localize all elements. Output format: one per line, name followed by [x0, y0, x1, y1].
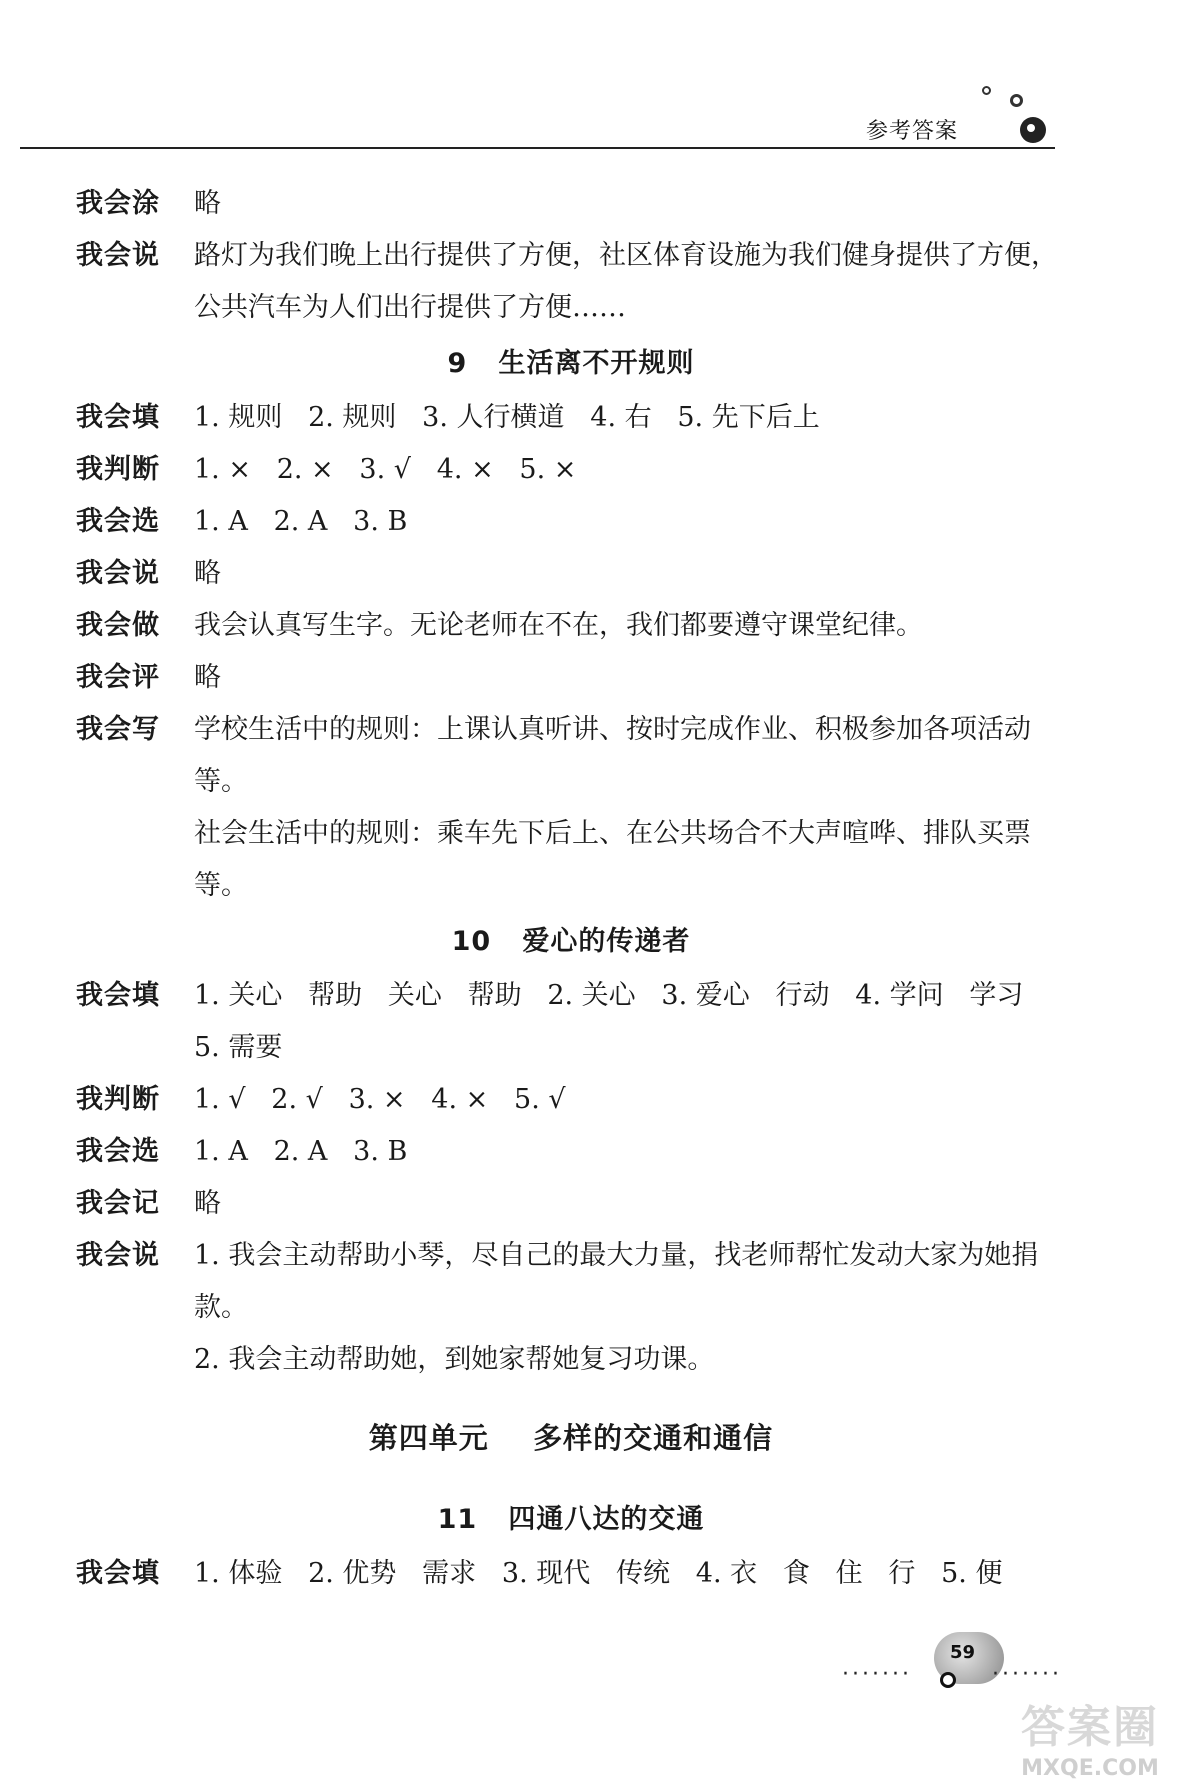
answer-row [76, 392, 1066, 444]
answer-label: 我会涂 [76, 188, 160, 219]
answer-label: 我会做 [76, 610, 160, 641]
answer-text [194, 1126, 1066, 1178]
answer-paragraph: 2. 我会主动帮助她，到她家帮她复习功课。 [194, 1344, 715, 1375]
answer-row [76, 652, 1066, 704]
answer-label: 我会填 [76, 980, 160, 1011]
answer-paragraph: 社会生活中的规则：乘车先下后上、在公共场合不大声喧哗、排队买票等。 [194, 818, 1031, 901]
answer-text [194, 392, 1066, 444]
answer-text [194, 1178, 1066, 1230]
answer-paragraph: 1. √ 2. √ 3. × 4. × 5. √ [194, 1084, 566, 1115]
answer-paragraph: 1. × 2. × 3. √ 4. × 5. × [194, 454, 577, 485]
answer-label: 我会写 [76, 714, 160, 745]
footer-dots-left: ······· [842, 1662, 912, 1687]
answer-text [194, 444, 1066, 496]
answer-row [76, 1548, 1066, 1600]
answer-label: 我会填 [76, 1558, 160, 1589]
answer-paragraph: 略 [194, 558, 221, 589]
footer-dots-right: ······· [992, 1662, 1062, 1687]
answer-content [76, 178, 1066, 1600]
answer-row [76, 1126, 1066, 1178]
answer-paragraph: 1. 体验 2. 优势 需求 3. 现代 传统 4. 衣 食 住 行 5. 便 [194, 1558, 1003, 1589]
answer-label: 我判断 [76, 1084, 160, 1115]
answer-paragraph: 略 [194, 1188, 221, 1219]
answer-text [194, 1230, 1066, 1386]
page-ring-icon [940, 1672, 956, 1688]
answer-text [194, 600, 1066, 652]
answer-text [194, 1074, 1066, 1126]
answer-paragraph: 1. A 2. A 3. B [194, 1136, 408, 1167]
answer-row [76, 1230, 1066, 1386]
answer-paragraph: 略 [194, 662, 221, 693]
header-rule [20, 147, 1055, 149]
answer-label: 我会评 [76, 662, 160, 693]
answer-label: 我会选 [76, 1136, 160, 1167]
lesson-heading: 10 爱心的传递者 [451, 926, 691, 957]
answer-text [194, 178, 1066, 230]
watermark-main-text: 答案圈 [1021, 1702, 1159, 1753]
answer-paragraph: 学校生活中的规则：上课认真听讲、按时完成作业、积极参加各项活动等。 [194, 714, 1031, 797]
unit-heading: 第四单元 多样的交通和通信 [368, 1421, 774, 1455]
answer-text [194, 496, 1066, 548]
decor-dot-medium-icon [1010, 94, 1023, 107]
answer-row [76, 548, 1066, 600]
answer-label: 我会说 [76, 240, 160, 271]
answer-row [76, 444, 1066, 496]
lesson-heading: 9 生活离不开规则 [447, 348, 695, 379]
answer-label: 我判断 [76, 454, 160, 485]
answer-paragraph: 略 [194, 188, 221, 219]
answer-text [194, 1548, 1066, 1600]
answer-label: 我会填 [76, 402, 160, 433]
answer-text [194, 970, 1066, 1074]
answer-row [76, 1074, 1066, 1126]
decor-dot-small-icon [982, 86, 991, 95]
watermark-sub-text: MXQE.COM [1021, 1756, 1159, 1781]
answer-paragraph: 我会认真写生字。无论老师在不在，我们都要遵守课堂纪律。 [194, 610, 923, 641]
answer-label: 我会记 [76, 1188, 160, 1219]
answer-row [76, 600, 1066, 652]
answer-row [76, 178, 1066, 230]
page-number: 59 [950, 1642, 976, 1663]
decor-dot-large-icon [1020, 117, 1046, 143]
answer-label: 我会选 [76, 506, 160, 537]
header-title: 参考答案 [866, 119, 959, 144]
answer-paragraph: 1. 我会主动帮助小琴，尽自己的最大力量，找老师帮忙发动大家为她捐款。 [194, 1240, 1039, 1323]
answer-paragraph: 1. A 2. A 3. B [194, 506, 408, 537]
answer-row [76, 970, 1066, 1074]
watermark-logo [1000, 1700, 1180, 1792]
answer-text [194, 704, 1066, 912]
answer-text [194, 230, 1066, 334]
answer-row [76, 1178, 1066, 1230]
answer-label: 我会说 [76, 558, 160, 589]
answer-row [76, 496, 1066, 548]
answer-row [76, 704, 1066, 912]
answer-text [194, 548, 1066, 600]
answer-paragraph: 1. 规则 2. 规则 3. 人行横道 4. 右 5. 先下后上 [194, 402, 820, 433]
answer-label: 我会说 [76, 1240, 160, 1271]
answer-text [194, 652, 1066, 704]
answer-row [76, 230, 1066, 334]
lesson-heading: 11 四通八达的交通 [437, 1504, 705, 1535]
answer-paragraph: 路灯为我们晚上出行提供了方便，社区体育设施为我们健身提供了方便，公共汽车为人们出行提供了方便…… [194, 240, 1058, 323]
answer-paragraph: 1. 关心 帮助 关心 帮助 2. 关心 3. 爱心 行动 4. 学问 学习 5. 需要 [194, 980, 1050, 1063]
